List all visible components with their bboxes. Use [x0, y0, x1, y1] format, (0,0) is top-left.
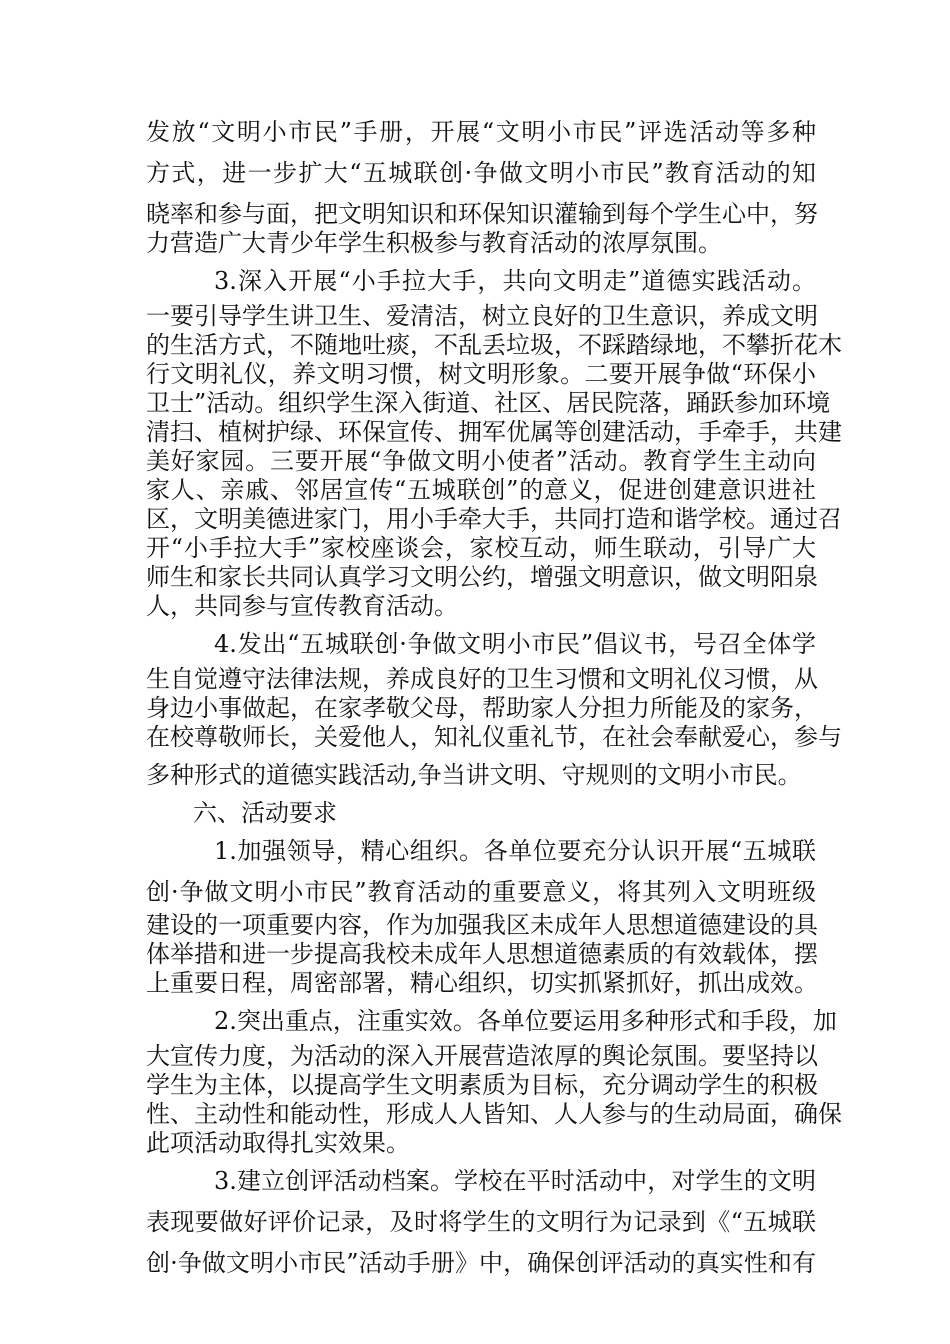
text-line: 区，文明美德进家门，用小手牵大手，共同打造和谐学校。通过召: [146, 505, 842, 533]
text-line: 美好家园。三要开展“争做文明小使者”活动。教育学生主动向: [146, 447, 816, 475]
text-line: 表现要做好评价记录，及时将学生的文明行为记录到《“五城联: [146, 1208, 816, 1236]
text-line: 3.建立创评活动档案。学校在平时活动中，对学生的文明: [214, 1167, 816, 1195]
text-line: 开“小手拉大手”家校座谈会，家校互动，师生联动，引导广大: [146, 534, 816, 562]
text-line: 创·争做文明小市民”教育活动的重要意义，将其列入文明班级: [146, 878, 816, 906]
text-line: 体举措和进一步提高我校未成年人思想道德素质的有效载体，摆: [146, 940, 818, 968]
text-line: 创·争做文明小市民”活动手册》中，确保创评活动的真实性和有: [146, 1249, 816, 1277]
text-line: 在校尊敬师长，关爱他人，知礼仪重礼节，在社会奉献爱心，参与: [146, 723, 842, 751]
text-line: 力营造广大青少年学生积极参与教育活动的浓厚氛围。: [146, 229, 722, 257]
text-line: 晓率和参与面，把文明知识和环保知识灌输到每个学生心中，努: [146, 200, 818, 228]
text-line: 大宣传力度，为活动的深入开展营造浓厚的舆论氛围。要坚持以: [146, 1042, 818, 1070]
text-line: 3.深入开展“小手拉大手，共向文明走”道德实践活动。: [214, 267, 816, 295]
text-line: 师生和家长共同认真学习文明公约，增强文明意识，做文明阳泉: [146, 563, 818, 591]
text-line: 生自觉遵守法律法规，养成良好的卫生习惯和文明礼仪习惯，从: [146, 665, 818, 693]
text-line: 4.发出“五城联创·争做文明小市民”倡议书，号召全体学: [214, 630, 816, 658]
text-line: 发放“文明小市民”手册，开展“文明小市民”评选活动等多种: [146, 118, 816, 146]
text-line: 2.突出重点，注重实效。各单位要运用多种形式和手段，加: [214, 1007, 837, 1035]
text-line: 的生活方式，不随地吐痰，不乱丢垃圾，不踩踏绿地，不攀折花木: [146, 331, 842, 359]
text-line: 一要引导学生讲卫生、爱清洁，树立良好的卫生意识，养成文明: [146, 302, 818, 330]
text-line: 行文明礼仪，养文明习惯，树文明形象。二要开展争做“环保小: [146, 360, 816, 388]
text-line: 多种形式的道德实践活动,争当讲文明、守规则的文明小市民。: [146, 761, 802, 789]
section-heading: 六、活动要求: [193, 799, 337, 827]
text-line: 建设的一项重要内容，作为加强我区未成年人思想道德建设的具: [146, 911, 818, 939]
text-line: 身边小事做起，在家孝敬父母，帮助家人分担力所能及的家务，: [146, 694, 818, 722]
text-line: 人，共同参与宣传教育活动。: [146, 592, 458, 620]
text-line: 上重要日程，周密部署，精心组织，切实抓紧抓好，抓出成效。: [146, 969, 818, 997]
text-line: 学生为主体，以提高学生文明素质为目标，充分调动学生的积极: [146, 1071, 818, 1099]
text-line: 1.加强领导，精心组织。各单位要充分认识开展“五城联: [214, 837, 816, 865]
text-line: 性、主动性和能动性，形成人人皆知、人人参与的生动局面，确保: [146, 1100, 842, 1128]
text-line: 方式，进一步扩大“五城联创·争做文明小市民”教育活动的知: [146, 159, 816, 187]
text-line: 清扫、植树护绿、环保宣传、拥军优属等创建活动，手牵手，共建: [146, 418, 842, 446]
text-line: 此项活动取得扎实效果。: [146, 1129, 410, 1157]
text-line: 家人、亲戚、邻居宣传“五城联创”的意义，促进创建意识进社: [146, 476, 816, 504]
text-line: 卫士”活动。组织学生深入街道、社区、居民院落，踊跃参加环境: [146, 389, 831, 417]
